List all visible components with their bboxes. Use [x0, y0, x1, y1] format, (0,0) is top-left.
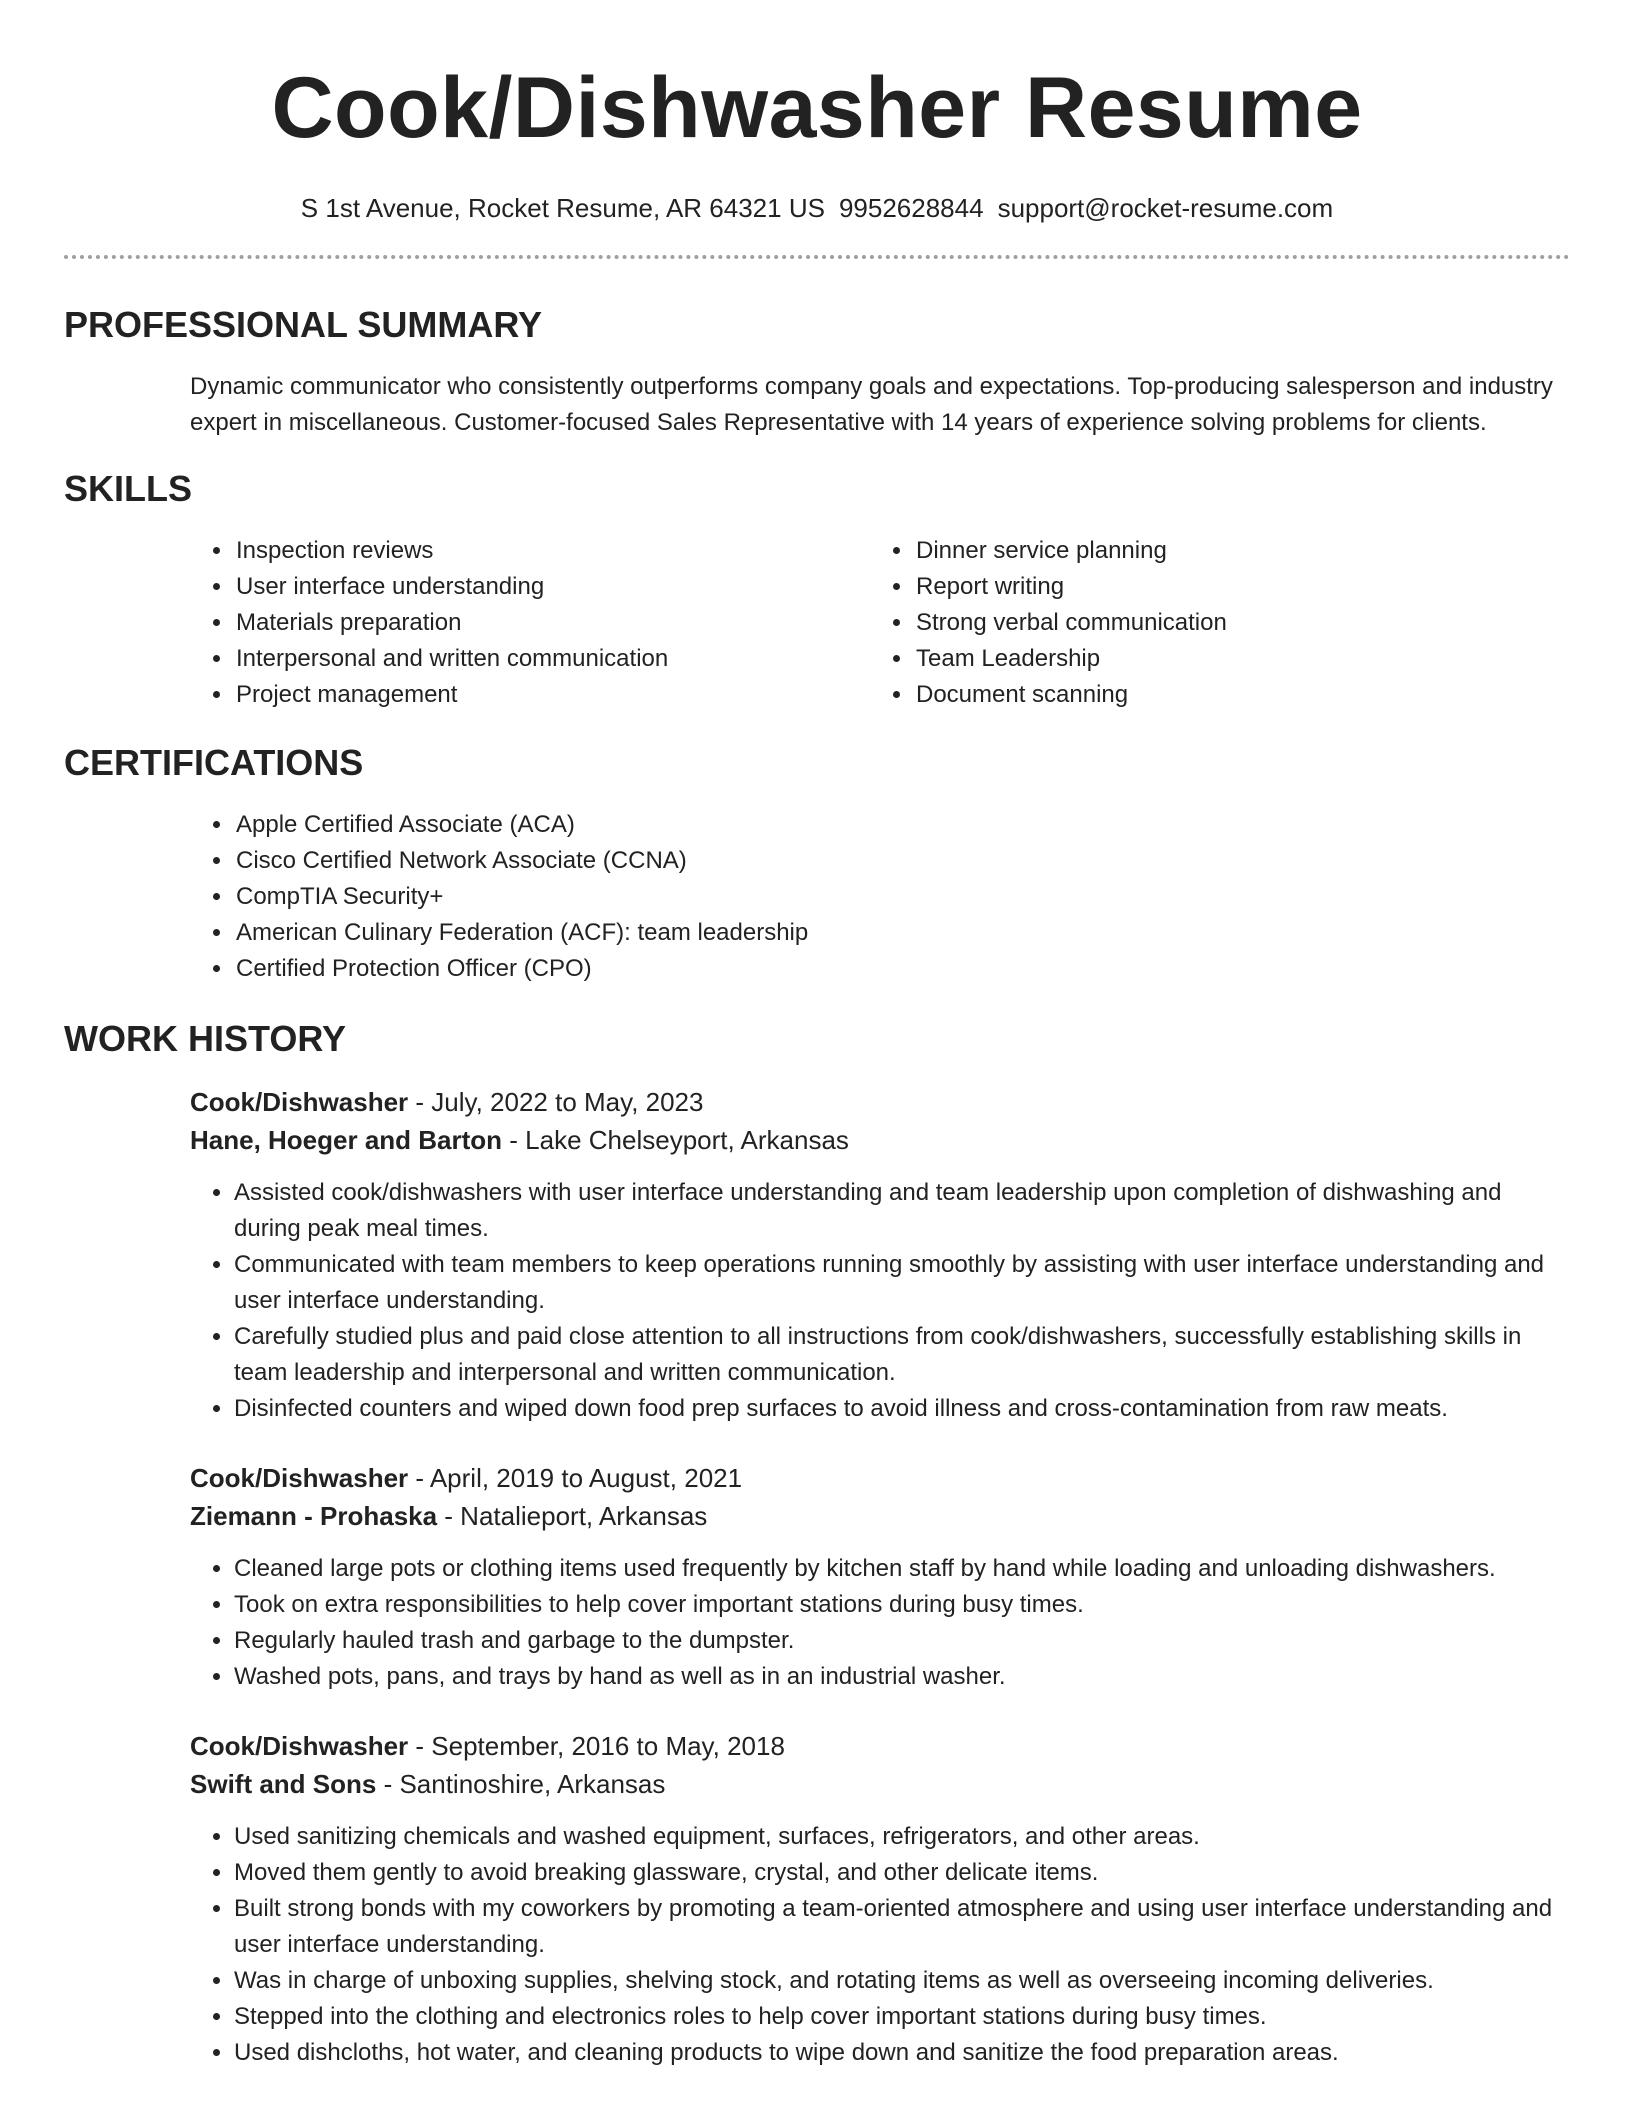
job-title-line — [190, 1083, 1570, 1121]
job-entry — [64, 1459, 1570, 1695]
job-company-line — [190, 1497, 1570, 1535]
contact-address: S 1st Avenue, Rocket Resume, AR 64321 US — [300, 193, 825, 223]
certifications-heading: CERTIFICATIONS — [64, 742, 364, 783]
certification-item: • Cisco Certified Network Associate (CCNA) — [234, 843, 1570, 879]
certifications-list — [64, 807, 1570, 987]
skill-item: • Report writing — [914, 569, 1227, 605]
contact-phone: 9952628844 — [838, 193, 984, 223]
skill-item: • Project management — [234, 677, 744, 713]
certification-item: • Apple Certified Associate (ACA) — [234, 807, 1570, 843]
job-company-line — [190, 1765, 1570, 1803]
job-bullet: • Assisted cook/dishwashers with user interface understanding and team leadership upon completion of dishwashing and during peak meal times. — [234, 1175, 1570, 1247]
skills-list — [64, 533, 1570, 713]
skill-item: • Interpersonal and written communication — [234, 641, 744, 677]
job-entry — [64, 1727, 1570, 2071]
job-location: - Natalieport, Arkansas — [437, 1501, 708, 1531]
skill-item: • Inspection reviews — [234, 533, 744, 569]
job-title: Cook/Dishwasher — [190, 1463, 409, 1493]
job-bullet: • Stepped into the clothing and electronics roles to help cover important stations during busy times. — [234, 1999, 1570, 2035]
skills-column-left — [64, 533, 744, 713]
job-bullet: • Moved them gently to avoid breaking glassware, crystal, and other delicate items. — [234, 1855, 1570, 1891]
job-bullets — [190, 1175, 1570, 1427]
job-location: - Lake Chelseyport, Arkansas — [502, 1125, 849, 1155]
summary-text: Dynamic communicator who consistently outperforms company goals and expectations. Top-producing salesperson and industry expert in miscellaneous. Customer-focused Sales Representative with 14 years of experience solving problems for clients. — [190, 373, 1553, 436]
job-title-line — [190, 1727, 1570, 1765]
job-entry — [64, 1083, 1570, 1427]
job-bullet: • Cleaned large pots or clothing items used frequently by kitchen staff by hand while loading and unloading dishwashers. — [234, 1551, 1570, 1587]
job-bullet: • Washed pots, pans, and trays by hand as well as in an industrial washer. — [234, 1659, 1570, 1695]
skill-item: • Document scanning — [914, 677, 1227, 713]
job-location: - Santinoshire, Arkansas — [376, 1769, 666, 1799]
certification-item: • Certified Protection Officer (CPO) — [234, 951, 1570, 987]
job-dates: - April, 2019 to August, 2021 — [408, 1463, 743, 1493]
job-bullets — [190, 1819, 1570, 2071]
resume-page — [64, 0, 1570, 2071]
job-title-line — [190, 1459, 1570, 1497]
certification-item: • CompTIA Security+ — [234, 879, 1570, 915]
skills-column-right — [744, 533, 1227, 713]
job-bullet: • Took on extra responsibilities to help cover important stations during busy times. — [234, 1587, 1570, 1623]
job-bullet: • Disinfected counters and wiped down food prep surfaces to avoid illness and cross-contamination from raw meats. — [234, 1391, 1570, 1427]
contact-email: support@rocket-resume.com — [997, 193, 1334, 223]
skills-heading: SKILLS — [64, 468, 193, 509]
job-title: Cook/Dishwasher — [190, 1731, 409, 1761]
job-title: Cook/Dishwasher — [190, 1087, 409, 1117]
skill-item: • Strong verbal communication — [914, 605, 1227, 641]
job-bullet: • Built strong bonds with my coworkers by promoting a team-oriented atmosphere and using user interface understanding and user interface understanding. — [234, 1891, 1570, 1963]
header-divider — [64, 255, 1570, 259]
job-company: Swift and Sons — [190, 1769, 377, 1799]
job-bullet: • Communicated with team members to keep operations running smoothly by assisting with user interface understanding and user interface understanding. — [234, 1247, 1570, 1319]
job-company-line — [190, 1121, 1570, 1159]
contact-line — [64, 192, 1570, 224]
skill-item: • User interface understanding — [234, 569, 744, 605]
job-bullet: • Was in charge of unboxing supplies, shelving stock, and rotating items as well as overseeing incoming deliveries. — [234, 1963, 1570, 1999]
skill-item: • Dinner service planning — [914, 533, 1227, 569]
job-bullet: • Used sanitizing chemicals and washed equipment, surfaces, refrigerators, and other areas. — [234, 1819, 1570, 1855]
job-company: Hane, Hoeger and Barton — [190, 1125, 503, 1155]
summary-heading: PROFESSIONAL SUMMARY — [64, 304, 543, 345]
job-bullet: • Carefully studied plus and paid close attention to all instructions from cook/dishwashers, successfully establishing skills in team leadership and interpersonal and written communication. — [234, 1319, 1570, 1391]
resume-title: Cook/Dishwasher Resume — [271, 60, 1363, 156]
skill-item: • Team Leadership — [914, 641, 1227, 677]
work-history-heading: WORK HISTORY — [64, 1018, 347, 1059]
job-bullet: • Used dishcloths, hot water, and cleaning products to wipe down and sanitize the food preparation areas. — [234, 2035, 1570, 2071]
job-company: Ziemann - Prohaska — [190, 1501, 438, 1531]
job-dates: - July, 2022 to May, 2023 — [408, 1087, 704, 1117]
job-bullets — [190, 1551, 1570, 1695]
skill-item: • Materials preparation — [234, 605, 744, 641]
certification-item: • American Culinary Federation (ACF): team leadership — [234, 915, 1570, 951]
job-bullet: • Regularly hauled trash and garbage to the dumpster. — [234, 1623, 1570, 1659]
job-dates: - September, 2016 to May, 2018 — [408, 1731, 785, 1761]
